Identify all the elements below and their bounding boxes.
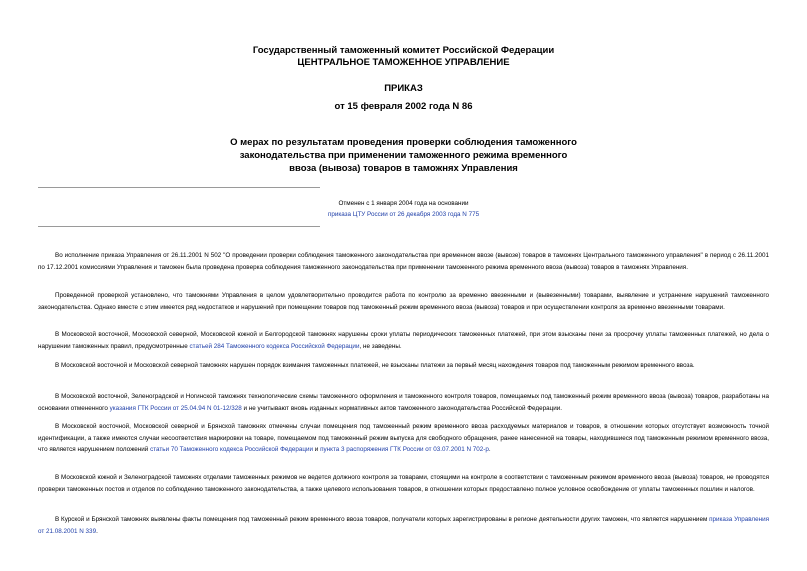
document-type: ПРИКАЗ [384, 83, 423, 94]
agency-name: Государственный таможенный комитет Российской Федерации [252, 45, 555, 56]
paragraph-7: В Московской южной и Зеленоградской таможнях отделами таможенных режимов не ведется должного контроля за товарами, стоящими на контроле в соответствии с таможенным режимом временного ввоза (вывоза) товаров, не проводятся проверки таможенных постов и отделов по соблюдению таможенного законодательства, а также целевого использования товаров, в отношении которых предоставлено полное условное освобождение от уплаты таможенных пошлин и налогов. [38, 474, 769, 493]
order-339-link[interactable]: приказа Управления от 21.08.2001 N 339 [38, 516, 769, 535]
document-date-number: от 15 февраля 2002 года N 86 [334, 101, 473, 112]
divider-bottom [38, 226, 320, 227]
paragraph-5-text-b: и не учитывают вновь изданных нормативных актов таможенного законодательства Российской Федерации. [241, 404, 562, 412]
status-link-row [0, 209, 807, 221]
document-title-line-2: законодательства при применении таможенного режима временного [239, 150, 568, 161]
paragraph-3-text-b: , не заведены. [359, 342, 402, 350]
paragraph-2: Проведенной проверкой установлено, что таможнями Управления в целом удовлетворительно проводится работа по контролю за временно ввезенными и (вывезенными) товарами, выявление и устранение нарушений таможенного законодательства. Однако вместе с этим имеется ряд недостатков и нарушений при помещении товаров под таможенный режим временного ввоза (вывоза) товаров и при осуществлении контроля за временно ввезенными товарами. [38, 292, 769, 311]
paragraph-8 [38, 514, 769, 537]
cancel-order-link[interactable]: приказа ЦТУ России от 26 декабря 2003 года N 775 [327, 211, 480, 218]
document-title-line-1: О мерах по результатам проведения проверки соблюдения таможенного [230, 137, 577, 148]
paragraph-3 [38, 329, 769, 352]
paragraph-6-text-a: В Московской восточной, Московской северной и Брянской таможнях отмечены случаи помещения под таможенный режим временного ввоза расходуемых материалов и товаров, в отношении которых отсутствует возможность точной идентификации, а также имеются случаи несоответствия маркировки на товаре, помещаемом под таможенный режим выпуска для свободного обращения, ранее нанесенной на товары, находившиеся под таможенным режимом временного ввоза, что является нарушением положений [38, 423, 769, 453]
status-text: Отменен с 1 января 2004 года на основании [338, 200, 469, 207]
paragraph-5 [38, 391, 769, 414]
paragraph-5-text-a: В Московской восточной, Зеленоградской и Ногинской таможнях технологические схемы таможенного оформления и таможенного контроля товаров, помещаемых под таможенный режим временного ввоза (вывоза) товаров, разработаны на основании отмененного [38, 393, 769, 412]
paragraph-8-text-b: . [96, 527, 98, 535]
gtk-order-702-link[interactable]: пункта 3 распоряжения ГТК России от 03.07.2001 N 702-р [320, 446, 489, 453]
paragraph-3-text-a: В Московской восточной, Московской северной, Московской южной и Белгородской таможнях нарушены сроки уплаты периодических таможенных платежей, при этом взысканы пени за просрочку уплаты таможенных платежей, но дела о нарушении таможенных правил, предусмотренные [38, 331, 769, 350]
paragraph-1: Во исполнение приказа Управления от 26.11.2001 N 502 "О проведении проверки соблюдения таможенного законодательства при временном ввозе (вывозе) товаров в таможнях Центрального таможенного управления" в период с 26.11.2001 по 17.12.2001 комиссиями Управления и таможен была проведена проверка соблюдения таможенного законодательства при применении таможенного режима временного ввоза (вывоза) товаров в таможнях Управления. [38, 252, 769, 271]
paragraph-4: В Московской восточной и Московской северной таможнях нарушен порядок взимания таможенных платежей, не взысканы платежи за первый месяц нахождения товаров под таможенным режимом временного ввоза. [55, 362, 695, 369]
gtk-instruction-link[interactable]: указания ГТК России от 25.04.94 N 01-12/328 [109, 404, 242, 412]
divider-top [38, 187, 320, 188]
department-name: ЦЕНТРАЛЬНОЕ ТАМОЖЕННОЕ УПРАВЛЕНИЕ [297, 57, 510, 68]
paragraph-6-text-b: . [488, 446, 491, 453]
paragraph-6 [38, 421, 769, 456]
paragraph-8-text-a: В Курской и Брянской таможнях выявлены факты помещения под таможенный режим временного ввоза товаров, получатели которых зарегистрированы в регионе деятельности других таможен, что является нарушением [55, 516, 710, 523]
article-284-link[interactable]: статьей 284 Таможенного кодекса Российской Федерации [189, 342, 360, 350]
paragraph-6-text-mid: и [313, 446, 321, 453]
article-70-link[interactable]: статьи 70 Таможенного кодекса Российской Федерации [150, 446, 314, 453]
document-title-line-3: ввоза (вывоза) товаров в таможнях Управления [289, 163, 518, 174]
